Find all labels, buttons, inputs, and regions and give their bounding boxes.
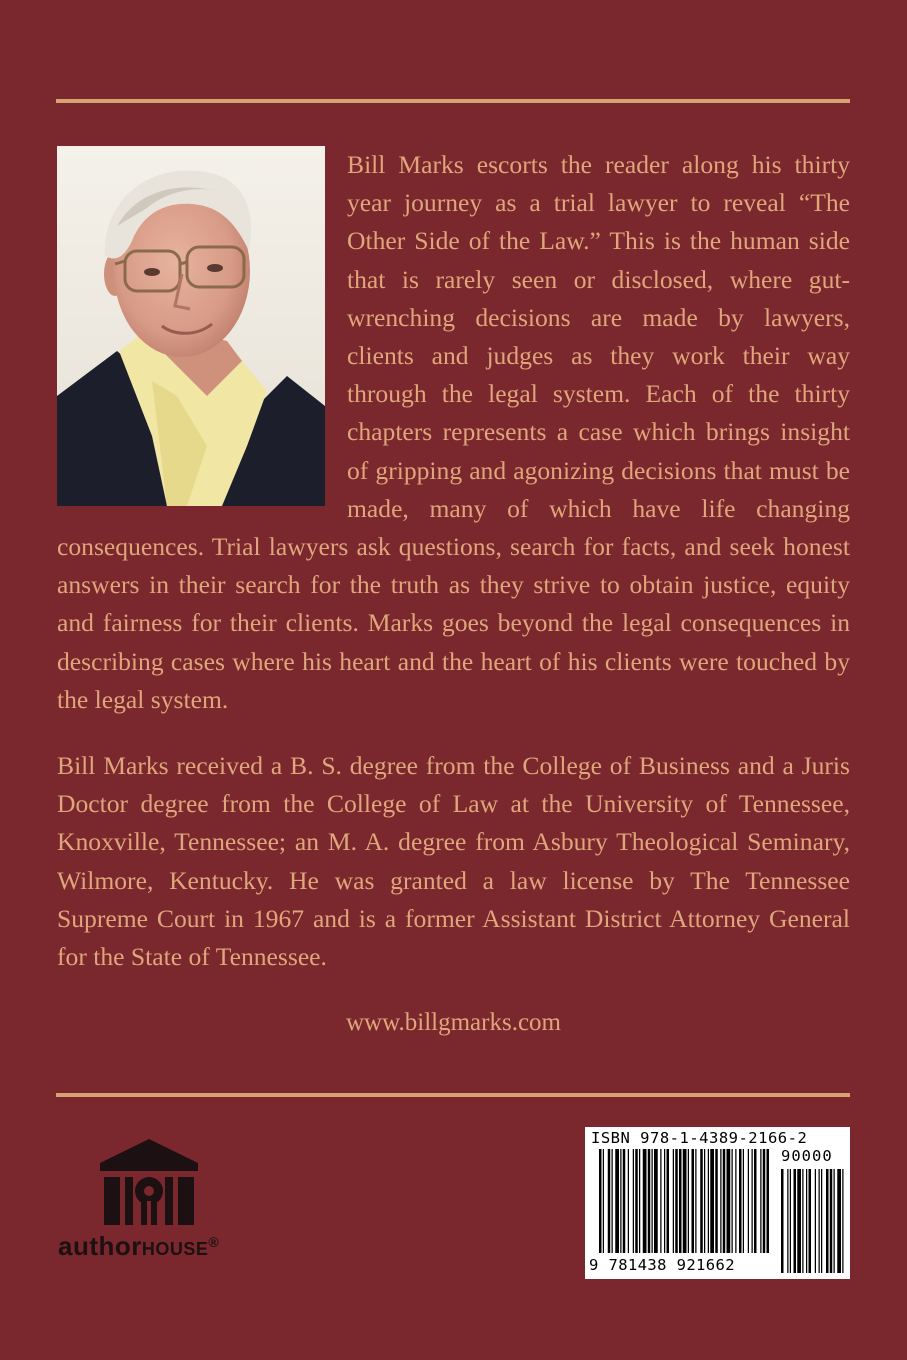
barcode-bar <box>708 1149 709 1253</box>
barcode-bar <box>675 1149 678 1253</box>
barcode-bar <box>743 1149 744 1253</box>
barcode-bar <box>664 1149 665 1253</box>
author-website: www.billgmarks.com <box>345 1009 561 1037</box>
barcode-bar <box>633 1149 634 1253</box>
isbn-digits: 9 781438 921662 <box>589 1256 735 1274</box>
barcode-bar <box>679 1149 682 1253</box>
barcode-bar <box>781 1169 784 1273</box>
author-photo <box>57 146 325 506</box>
barcode-bar <box>615 1149 619 1253</box>
barcode-bar <box>752 1149 753 1253</box>
barcode-bar <box>635 1149 638 1253</box>
barcode-bar <box>735 1149 736 1253</box>
barcode-bar <box>628 1149 629 1253</box>
barcode-bar <box>688 1149 689 1253</box>
barcode-bar <box>648 1149 651 1253</box>
barcode-bar <box>608 1149 611 1253</box>
barcode-bar <box>623 1149 626 1253</box>
barcode-bar <box>837 1169 841 1273</box>
barcode-bar <box>809 1169 812 1273</box>
barcode-bar <box>830 1169 833 1273</box>
barcode-bar <box>599 1149 602 1253</box>
barcode-bar <box>695 1149 696 1253</box>
isbn-label: ISBN 978-1-4389-2166-2 <box>591 1129 808 1147</box>
barcode-bar <box>763 1149 766 1253</box>
barcode-bar <box>797 1169 801 1273</box>
publisher-wordmark: authorHOUSE® <box>58 1231 219 1261</box>
barcode-bar <box>639 1149 640 1253</box>
author-bio: Bill Marks received a B. S. degree from the College of Business and a Juris Doctor degree from the College of Law at the University of Tennessee, Knoxville, Tennessee; an M. A. degree from Asbury Theological Seminary, Wilmore, Kentucky. He was granted a law license by The Tennessee Supreme Court in 1967 and is a former Assistant District Attorney General for the State of Tennessee. <box>57 751 850 972</box>
back-cover-content <box>57 146 850 1042</box>
barcode-bar <box>715 1149 718 1253</box>
barcode-bar <box>821 1169 822 1273</box>
top-rule <box>56 99 850 103</box>
barcode-bar <box>802 1169 803 1273</box>
barcode-bar <box>790 1169 791 1273</box>
barcode-bar <box>667 1149 670 1253</box>
book-blurb: Bill Marks escorts the reader along his thirty year journey as a trial lawyer to reveal “The Other Side of the Law.” This is the human side that is rarely seen or disclosed, where gut-wrenching decisions are made by lawyers, clients and judges as they work their way through the legal system. Each of the thirty chapters represents a case which brings insight of gripping and agonizing decisions that must be made, many of which have life changing consequences. Trial lawyers ask questions, search for facts, and seek honest answers in their search for the truth as they strive to obtain justice, equity and fairness for their clients. Marks goes beyond the legal consequences in describing cases where his heart and the heart of his clients were touched by the legal system. <box>57 150 850 714</box>
barcode-bar <box>806 1169 807 1273</box>
barcode-bar <box>660 1149 661 1253</box>
barcode-bar <box>654 1149 658 1253</box>
barcode-bar <box>643 1149 647 1253</box>
barcode-bar <box>748 1149 749 1253</box>
barcode-bar <box>603 1149 604 1253</box>
barcode-bar <box>692 1149 695 1253</box>
barcode-bar <box>620 1149 621 1253</box>
barcode-bar <box>732 1149 733 1253</box>
barcode-bar <box>727 1149 731 1253</box>
barcode-bar <box>760 1149 761 1253</box>
barcode-bar <box>700 1149 703 1253</box>
barcode-bar <box>673 1149 674 1253</box>
barcode-bar <box>794 1169 797 1273</box>
barcode-bar <box>767 1149 770 1253</box>
barcode-bar <box>704 1149 705 1253</box>
barcode-bar <box>826 1169 829 1273</box>
barcode-bar <box>739 1149 742 1253</box>
isbn-barcode <box>585 1127 850 1279</box>
price-code: 90000 <box>781 1147 833 1165</box>
barcode-bar <box>612 1149 613 1253</box>
barcode-bar <box>819 1169 820 1273</box>
barcode-bar <box>652 1149 653 1253</box>
bottom-rule <box>56 1093 850 1097</box>
publisher-logo <box>58 1135 258 1270</box>
barcode-bar <box>815 1169 816 1273</box>
barcode-bar <box>723 1149 726 1253</box>
barcode-bar <box>754 1149 757 1253</box>
barcode-bar <box>834 1169 835 1273</box>
barcode-bar <box>787 1169 788 1273</box>
barcode-bar <box>710 1149 714 1253</box>
house-icon <box>94 1135 204 1227</box>
barcode-bar <box>683 1149 687 1253</box>
barcode-bar <box>720 1149 721 1253</box>
barcode-bar <box>842 1169 843 1273</box>
